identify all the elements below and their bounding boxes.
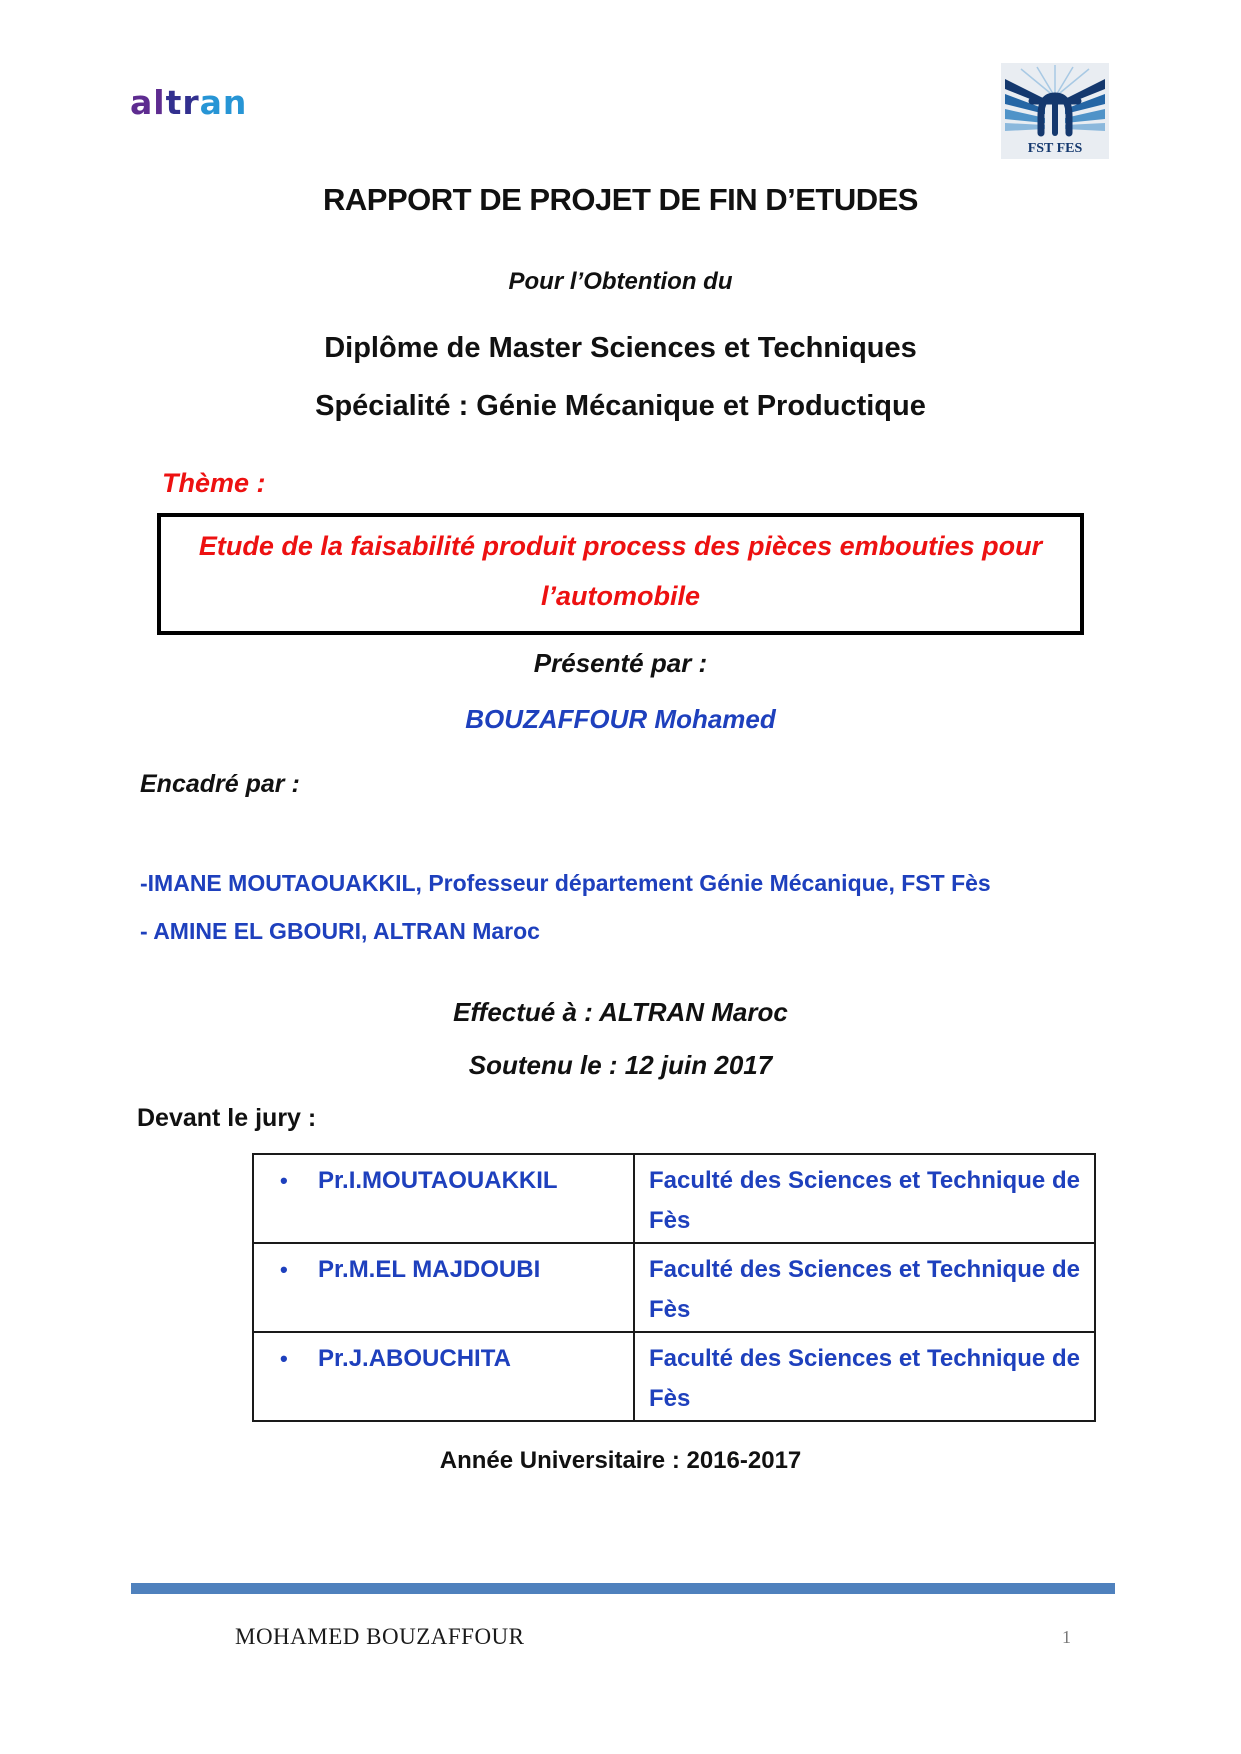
theme-label: Thème : [162, 468, 266, 498]
defense-date: Soutenu le : 12 juin 2017 [468, 1050, 773, 1080]
fst-fes-logo-caption: FST FES [1027, 141, 1083, 156]
theme-text: Etude de la faisabilité produit process des pièces embouties pour l’automobile [198, 531, 1043, 611]
jury-member-name: Pr.I.MOUTAOUAKKIL [318, 1167, 558, 1194]
jury-member-name-cell [253, 1332, 634, 1421]
jury-member-name-cell [253, 1154, 634, 1243]
academic-year: Année Universitaire : 2016-2017 [439, 1447, 802, 1474]
bullet-icon: • [280, 1346, 288, 1371]
footer-page-number: 1 [1062, 1627, 1071, 1647]
supervised-by-label: Encadré par : [140, 770, 300, 798]
jury-table-row [253, 1154, 1095, 1243]
supervisor-line-1: -IMANE MOUTAOUAKKIL, Professeur département Génie Mécanique, FST Fès [140, 870, 991, 896]
fst-fes-logo-graphic [1001, 62, 1109, 160]
report-subtitle: Pour l’Obtention du [508, 268, 733, 295]
footer-divider-bar [131, 1583, 1115, 1594]
theme-box [157, 513, 1084, 635]
fst-fes-logo [1001, 62, 1109, 160]
degree-line-2: Spécialité : Génie Mécanique et Productique [315, 390, 926, 422]
bullet-icon: • [280, 1168, 288, 1193]
report-title: RAPPORT DE PROJET DE FIN D’ETUDES [323, 182, 918, 217]
degree-line-1: Diplôme de Master Sciences et Techniques [324, 332, 917, 364]
altran-logo-part-tr: tr [165, 83, 200, 122]
supervisor-line-2: - AMINE EL GBOURI, ALTRAN Maroc [140, 918, 540, 944]
jury-member-affiliation: Faculté des Sciences et Technique de Fès [634, 1332, 1095, 1421]
jury-member-affiliation: Faculté des Sciences et Technique de Fès [634, 1243, 1095, 1332]
jury-member-name: Pr.J.ABOUCHITA [318, 1345, 511, 1372]
jury-table-row [253, 1243, 1095, 1332]
footer-author: MOHAMED BOUZAFFOUR [235, 1624, 525, 1649]
altran-logo-part-an: an [199, 83, 248, 122]
work-location: Effectué à : ALTRAN Maroc [453, 997, 788, 1027]
jury-member-affiliation: Faculté des Sciences et Technique de Fès [634, 1154, 1095, 1243]
jury-table [252, 1153, 1096, 1422]
bullet-icon: • [280, 1257, 288, 1282]
jury-table-row [253, 1332, 1095, 1421]
altran-logo-part-al: al [130, 83, 166, 122]
presented-by-label: Présenté par : [533, 648, 708, 678]
jury-member-name-cell [253, 1243, 634, 1332]
presented-by-name: BOUZAFFOUR Mohamed [465, 704, 776, 734]
jury-label: Devant le jury : [137, 1104, 317, 1132]
jury-member-name: Pr.M.EL MAJDOUBI [318, 1256, 541, 1283]
altran-logo [130, 83, 248, 122]
